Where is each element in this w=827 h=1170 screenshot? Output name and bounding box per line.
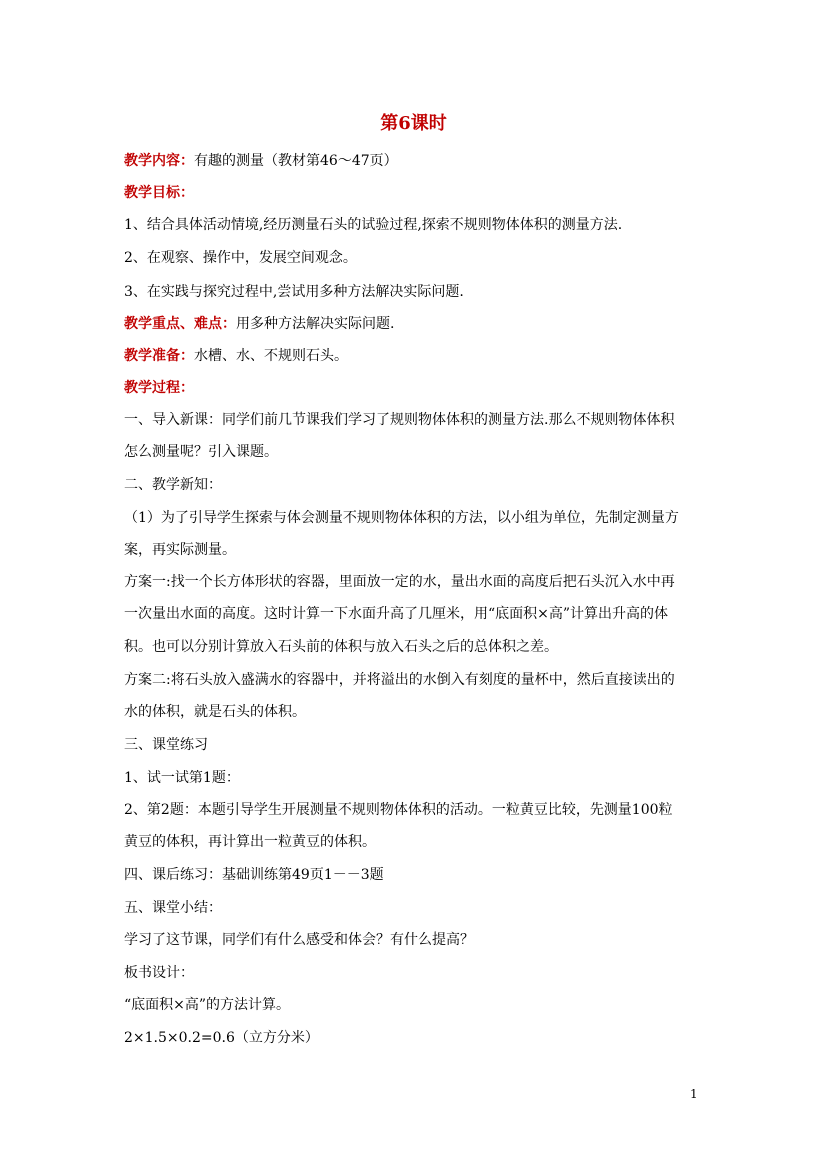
- preparation-value: 水槽、水、不规则石头。: [194, 348, 348, 364]
- content-label: 教学内容：: [124, 153, 194, 169]
- practice-item-2-line-2: 黄豆的体积，再计算出一粒黄豆的体积。: [124, 834, 376, 850]
- board-line-1: “底面积×高”的方法计算。: [124, 997, 291, 1013]
- goal-3: 3、在实践与探究过程中,尝试用多种方法解决实际问题.: [124, 284, 464, 300]
- plan2-line-1: 方案二:将石头放入盛满水的容器中，并将溢出的水倒入有刻度的量杯中，然后直接读出的: [124, 672, 675, 688]
- key-points-label: 教学重点、难点：: [124, 316, 236, 332]
- plan1-line-3: 积。也可以分别计算放入石头前的体积与放入石头之后的总体积之差。: [124, 639, 558, 655]
- board-line-2: 2×1.5×0.2=0.6（立方分米）: [124, 1030, 319, 1046]
- preparation-line: [124, 346, 709, 366]
- goals-heading: [124, 183, 709, 203]
- practice-heading: 三、课堂练习: [124, 737, 208, 753]
- intro-line-1: 一、导入新课：同学们前几节课我们学习了规则物体体积的测量方法.那么不规则物体体积: [124, 412, 675, 428]
- homework-line: 四、课后练习：基础训练第49页1－－3题: [124, 867, 384, 883]
- preparation-label: 教学准备：: [124, 348, 194, 364]
- goals-label: 教学目标：: [124, 185, 194, 201]
- part1-line-2: 案，再实际测量。: [124, 542, 236, 558]
- key-points-value: 用多种方法解决实际问题.: [236, 316, 395, 332]
- process-heading: [124, 378, 709, 398]
- practice-item-1: 1、试一试第1题：: [124, 770, 240, 786]
- new-knowledge-heading: 二、教学新知：: [124, 477, 222, 493]
- key-points-line: [124, 314, 709, 334]
- goal-1: 1、结合具体活动情境,经历测量石头的试验过程,探索不规则物体体积的测量方法.: [124, 217, 623, 233]
- summary-heading: 五、课堂小结：: [124, 900, 222, 916]
- page-number: 1: [690, 1087, 698, 1101]
- part1-line-1: （1）为了引导学生探索与体会测量不规则物体体积的方法，以小组为单位，先制定测量方: [124, 510, 679, 526]
- goal-2: 2、在观察、操作中，发展空间观念。: [124, 250, 357, 266]
- plan2-line-2: 水的体积，就是石头的体积。: [124, 704, 306, 720]
- summary-text: 学习了这节课，同学们有什么感受和体会？有什么提高？: [124, 932, 474, 948]
- page-title: 第6课时: [380, 113, 447, 134]
- content-line: [124, 151, 709, 171]
- plan1-line-2: 一次量出水面的高度。这时计算一下水面升高了几厘米，用“底面积×高”计算出升高的体: [124, 606, 669, 622]
- intro-line-2: 怎么测量呢？引入课题。: [124, 444, 278, 460]
- content-value: 有趣的测量（教材第46～47页）: [194, 153, 398, 169]
- board-design-heading: 板书设计：: [124, 965, 194, 981]
- process-label: 教学过程：: [124, 380, 194, 396]
- plan1-line-1: 方案一:找一个长方体形状的容器，里面放一定的水，量出水面的高度后把石头沉入水中再: [124, 574, 675, 590]
- practice-item-2-line-1: 2、第2题：本题引导学生开展测量不规则物体体积的活动。一粒黄豆比较，先测量100粒: [124, 802, 673, 818]
